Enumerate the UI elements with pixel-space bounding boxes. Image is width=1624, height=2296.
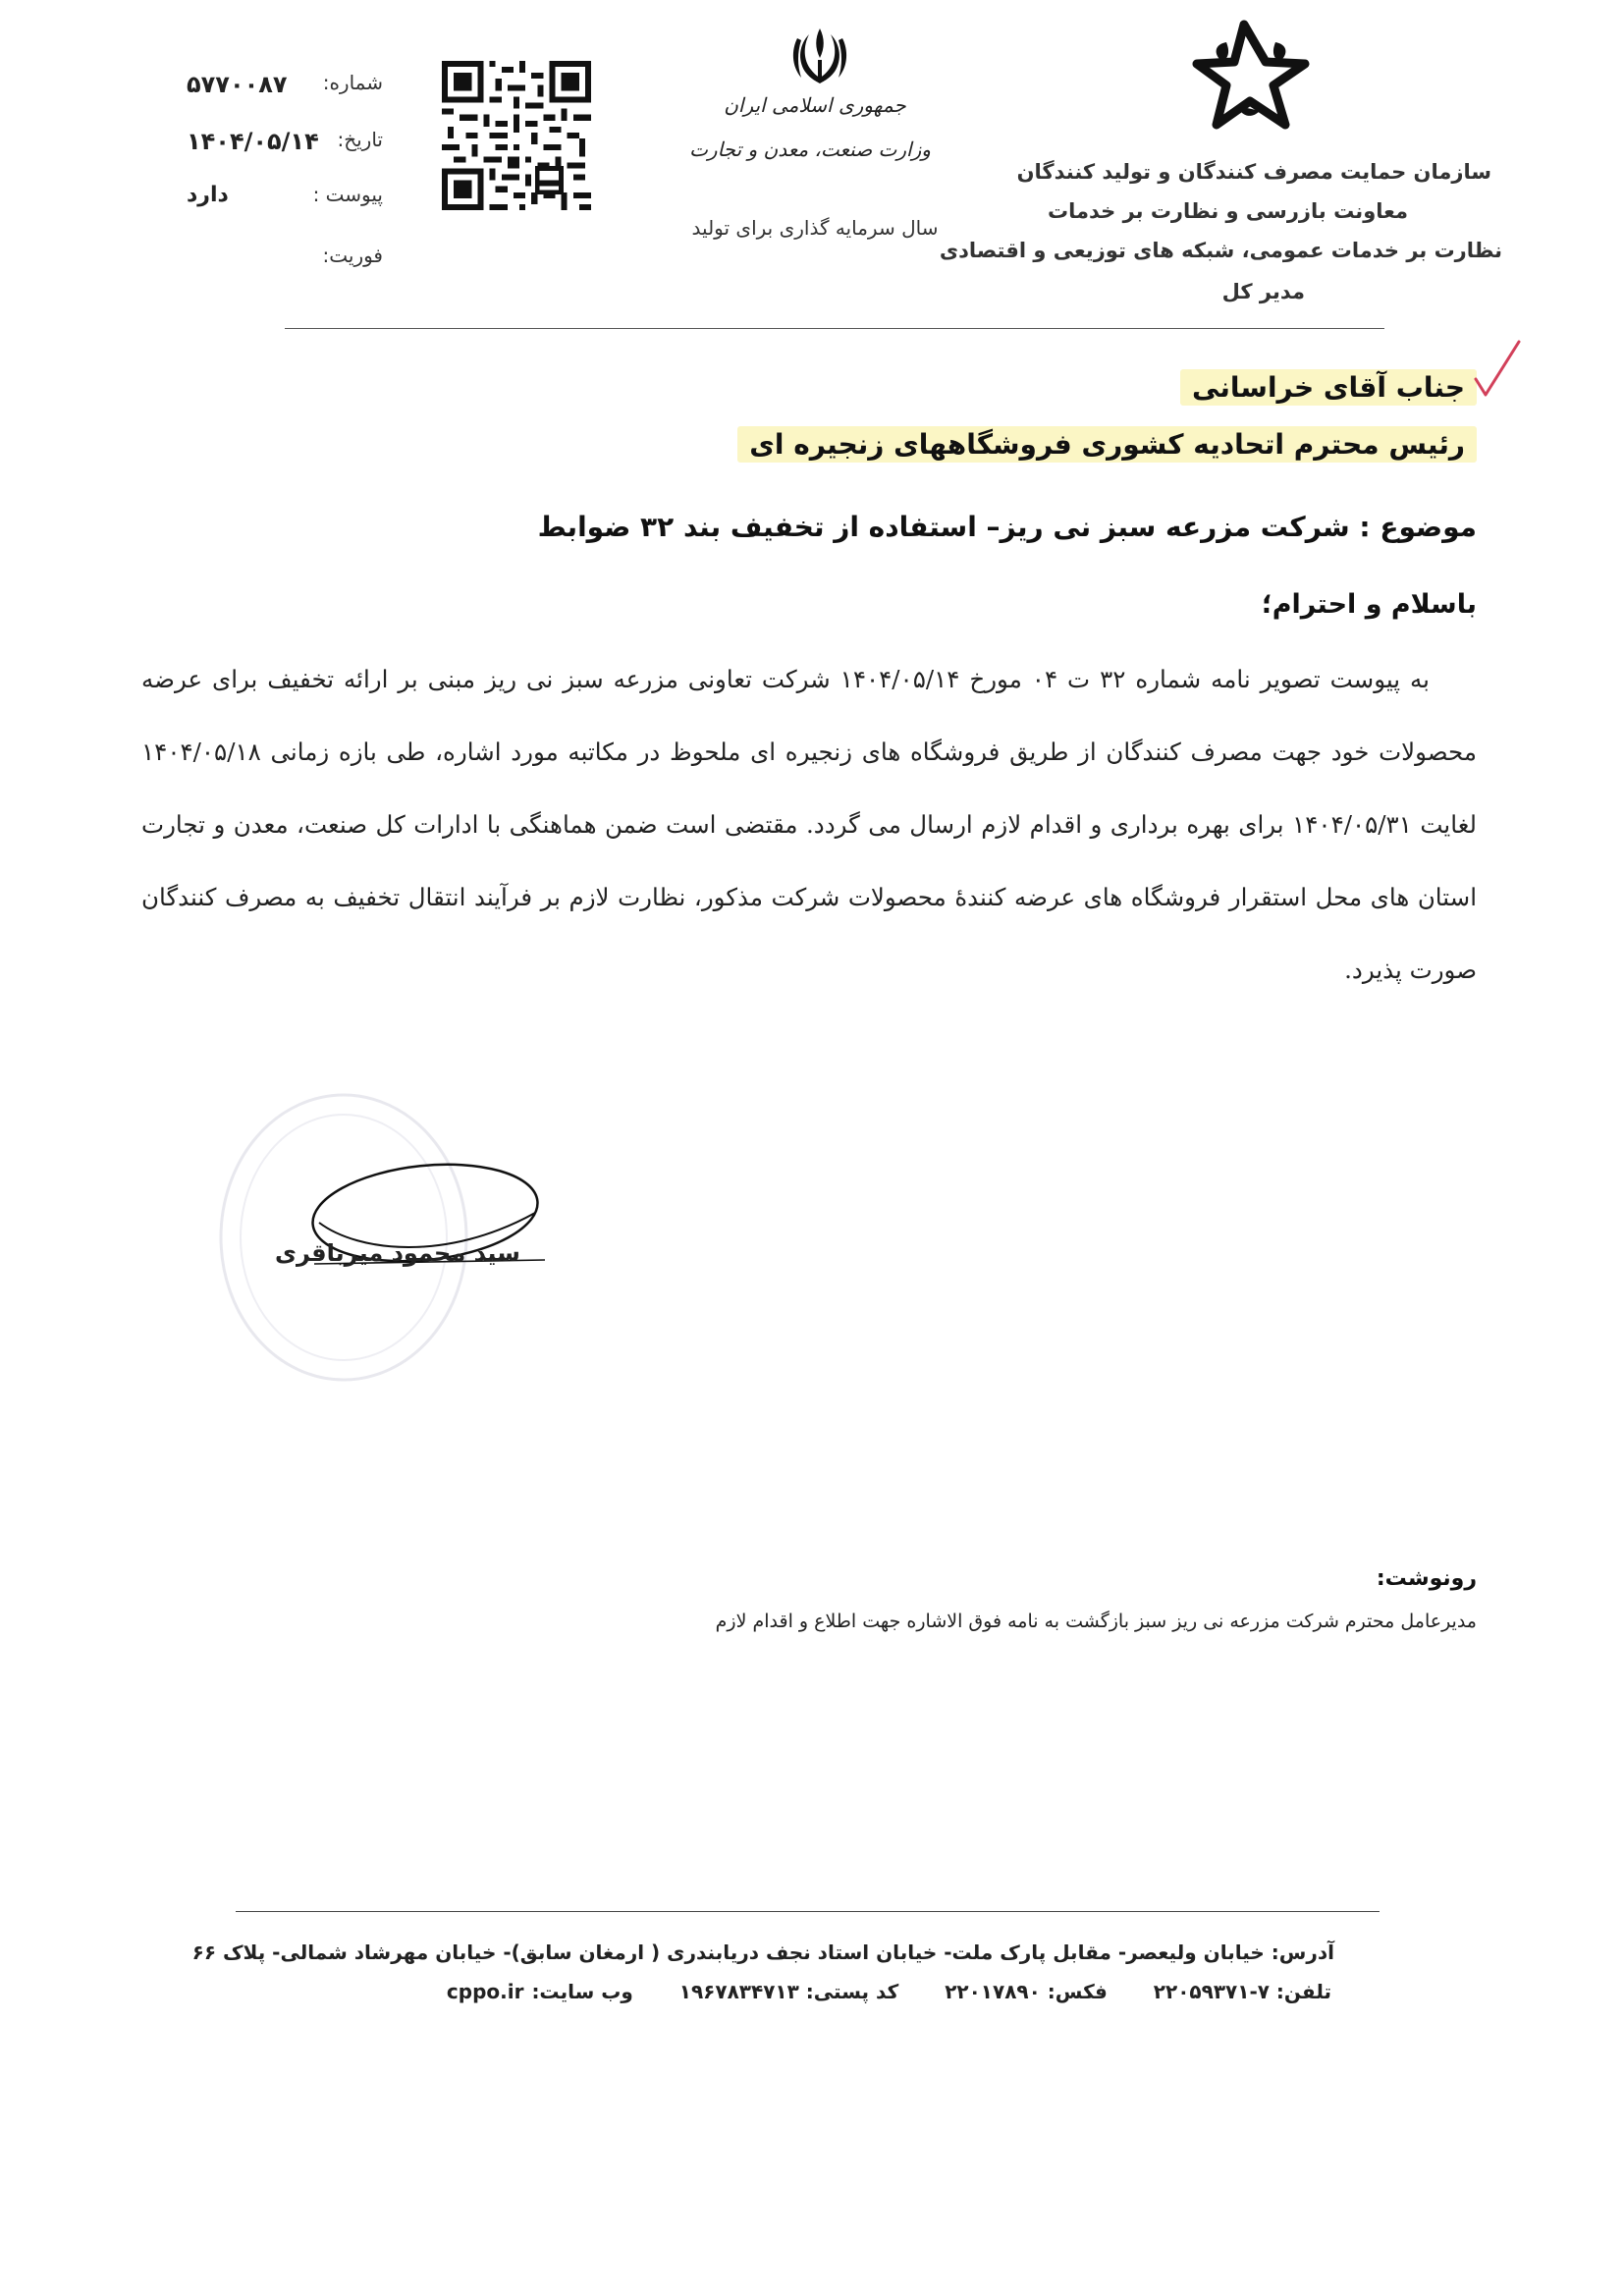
attachment-label: پیوست : <box>312 183 383 206</box>
footer-phone: تلفن: ۷-۲۲۰۵۹۳۷۱ <box>1153 1980 1331 2003</box>
org-director-title: مدیر کل <box>1221 280 1305 303</box>
letter-date-value: ۱۴۰۴/۰۵/۱۴ <box>187 128 319 155</box>
recipient-title-text: رئیس محترم اتحادیه کشوری فروشگاههای زنجیره ای <box>737 426 1477 463</box>
footer-postal-code: کد پستی: ۱۹۶۷۸۳۴۷۱۳ <box>678 1980 899 2003</box>
footer-fax: فکس: ۲۲۰۱۷۸۹۰ <box>945 1980 1108 2003</box>
recipient-title <box>737 428 1477 461</box>
iran-emblem-icon <box>785 25 854 89</box>
header-divider <box>285 328 1384 329</box>
emblem-ministry-text: وزارت صنعت، معدن و تجارت <box>689 137 931 161</box>
attachment-row <box>177 183 393 222</box>
letter-body <box>141 643 1477 1007</box>
recipient-name-text: جناب آقای خراسانی <box>1180 369 1477 406</box>
footer-website-label: وب سایت: <box>531 1980 633 2003</box>
org-department: نظارت بر خدمات عمومی، شبکه های توزیعی و اقتصادی <box>939 239 1502 262</box>
org-name: سازمان حمایت مصرف کنندگان و تولید کنندگان <box>1016 160 1491 184</box>
attachment-value: دارد <box>187 183 229 207</box>
footer-address: آدرس: خیابان ولیعصر- مقابل پارک ملت- خیابان استاد نجف دریابندری ( ارمغان سابق)- خیابان مهرشاد شمالی- پلاک ۶۶ <box>191 1941 1334 1964</box>
letter-number-label: شماره: <box>322 71 383 94</box>
signatory-name: سید محمود میرباقری <box>275 1239 520 1267</box>
organization-logo-icon <box>1183 15 1321 142</box>
letter-body-paragraph: به پیوست تصویر نامه شماره ۳۲ ت ۰۴ مورخ ۱۴۰۴/۰۵/۱۴ شرکت تعاونی مزرعه سبز نی ریز مبنی بر ارائه تخفیف برای عرضه محصولات خود جهت مصرف کنندگان از طریق فروشگاه های زنجیره ای ملحوظ در مکاتبه مورد اشاره، طی بازه زمانی ۱۴۰۴/۰۵/۱۸ لغایت ۱۴۰۴/۰۵/۳۱ برای بهره برداری و اقدام لازم ارسال می گردد. مقتضی است ضمن هماهنگی با ادارات کل صنعت، معدن و تجارت استان های محل استقرار فروشگاه های عرضه کنندۀ محصولات شرکت مذکور، نظارت لازم بر فرآیند انتقال تخفیف به مصرف کنندگان صورت پذیرد. <box>141 665 1478 984</box>
letter-number-value: ۵۷۷۰۰۸۷ <box>187 71 288 98</box>
letter-date-label: تاریخ: <box>337 128 383 151</box>
org-deputy: معاونت بازرسی و نظارت بر خدمات <box>1048 199 1408 223</box>
letter-subject: موضوع : شرکت مزرعه سبز نی ریز– استفاده از تخفیف بند ۳۲ ضوابط <box>537 511 1477 543</box>
recipient-name <box>1180 371 1477 404</box>
urgency-row <box>177 244 393 283</box>
letter-date-row <box>177 128 393 167</box>
urgency-label: فوریت: <box>322 244 383 267</box>
checkmark-icon <box>1468 336 1527 405</box>
cc-text: مدیرعامل محترم شرکت مزرعه نی ریز سبز بازگشت به نامه فوق الاشاره جهت اطلاع و اقدام لازم <box>715 1611 1477 1632</box>
year-slogan: سال سرمایه گذاری برای تولید <box>691 216 939 240</box>
footer-contacts <box>447 1980 1331 2003</box>
footer-website-link[interactable]: cppo.ir <box>446 1980 524 2003</box>
footer-divider <box>236 1911 1380 1912</box>
letter-number-row <box>177 71 393 110</box>
greeting: باسلام و احترام؛ <box>1261 589 1477 620</box>
cc-title: رونوشت: <box>1376 1566 1477 1591</box>
qr-code <box>442 61 591 210</box>
emblem-country-text: جمهوری اسلامی ایران <box>724 93 906 117</box>
